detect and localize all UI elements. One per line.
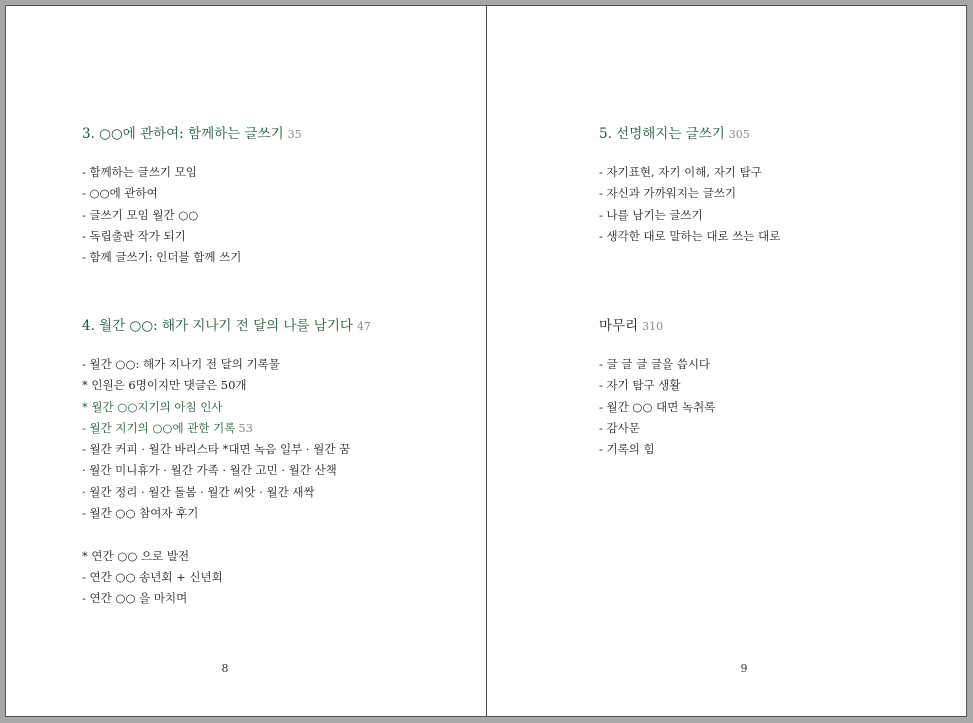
- list-item-with-page: [82, 418, 350, 439]
- section-4-page-number: 47: [356, 320, 371, 333]
- list-item-text: - 월간 지기의 ○○에 관한 기록: [82, 420, 236, 435]
- list-item: * 월간 ○○지기의 아침 인사: [82, 399, 223, 414]
- list-item-page-number: 53: [238, 420, 253, 435]
- list-item: - 월간 ○○ 대면 녹취록: [599, 399, 716, 414]
- list-item: * 연간 ○○ 으로 발전: [82, 548, 190, 563]
- list-item: - 감사문: [599, 420, 640, 435]
- list-item: * 인원은 6명이지만 댓글은 50개: [82, 378, 247, 393]
- left-page: [6, 6, 487, 716]
- section-3-title-text: 3. ○○에 관하여: 함께하는 글쓰기: [82, 126, 284, 142]
- section-4-title-text: 4. 월간 ○○: 해가 지나기 전 달의 나를 남기다: [82, 318, 353, 334]
- section-5-title-text: 5. 선명해지는 글쓰기: [599, 126, 725, 142]
- list-item: - 생각한 대로 말하는 대로 쓰는 대로: [599, 228, 781, 243]
- list-item: - 연간 ○○ 송년회 + 신년회: [82, 569, 223, 584]
- list-item: - 자기 탐구 생활: [599, 378, 681, 393]
- list-item: - 나를 남기는 글쓰기: [599, 207, 703, 222]
- page-number-left: 8: [221, 662, 229, 675]
- list-item: - 월간 ○○ 참여자 후기: [82, 506, 199, 521]
- list-item: - 자기표현, 자기 이해, 자기 탐구: [599, 165, 762, 179]
- section-3-list: [82, 162, 241, 268]
- closing-page-number: 310: [642, 320, 664, 333]
- list-item: - ○○에 관하여: [82, 186, 158, 201]
- closing-title-text: 마무리: [599, 318, 639, 334]
- closing-title: [599, 314, 663, 334]
- list-item: - 연간 ○○ 을 마치며: [82, 591, 188, 606]
- list-spacer: [82, 524, 350, 545]
- list-item: · 월간 미니휴가 · 월간 가족 · 월간 고민 · 월간 산책: [82, 463, 337, 478]
- list-item: - 월간 커피 · 월간 바리스타 *대면 녹음 일부 · 월간 꿈: [82, 442, 351, 457]
- section-5-list: [599, 162, 780, 247]
- list-item: - 기록의 힘: [599, 442, 655, 457]
- section-3-page-number: 35: [287, 128, 302, 141]
- closing-list: [599, 354, 715, 460]
- list-item: · 월간 정리 · 월간 돌봄 · 월간 씨앗 · 월간 새싹: [82, 484, 315, 499]
- section-3-title: [82, 122, 302, 142]
- section-5-page-number: 305: [728, 128, 750, 141]
- right-page: [487, 6, 966, 716]
- list-item: - 글쓰기 모임 월간 ○○: [82, 207, 199, 222]
- section-4-title: [82, 314, 371, 334]
- book-spread: [5, 5, 967, 717]
- list-item: - 함께하는 글쓰기 모임: [82, 165, 197, 179]
- page-number-right: 9: [740, 662, 748, 675]
- list-item: - 함께 글쓰기: 인더블 함께 쓰기: [82, 250, 242, 265]
- list-item: - 독립출판 작가 되기: [82, 228, 186, 243]
- list-item: - 월간 ○○: 해가 지나기 전 달의 기록물: [82, 357, 280, 371]
- section-5-title: [599, 122, 750, 142]
- list-item: - 자신과 가까워지는 글쓰기: [599, 186, 737, 201]
- section-4-list: [82, 354, 350, 610]
- list-item: - 글 글 글 글을 씁시다: [599, 357, 711, 371]
